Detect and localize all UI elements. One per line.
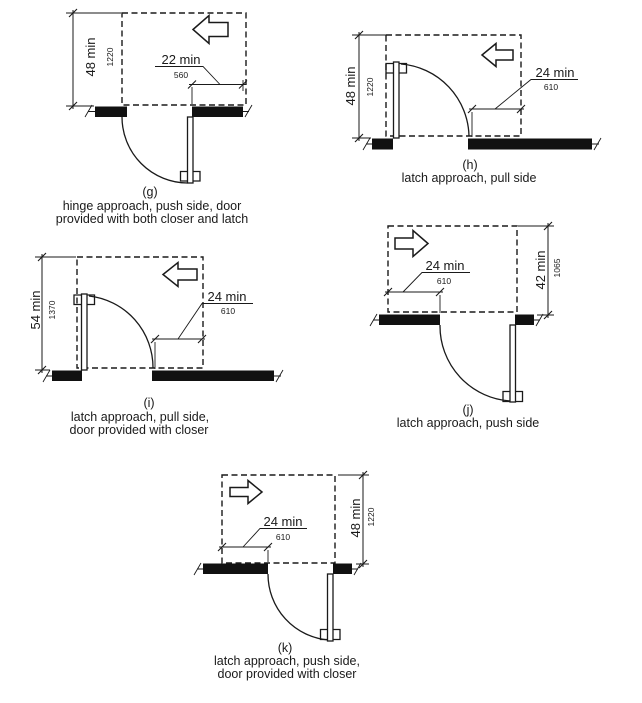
wall-right-i [152, 371, 274, 382]
left-arrow-icon [193, 16, 228, 44]
latch-dim-label-g: 22 min [161, 52, 201, 67]
caption-k-line2: door provided with closer [217, 667, 357, 681]
diagram-g [56, 9, 252, 226]
door-leaf-i [82, 294, 88, 370]
latch-dim-metric-k: 610 [275, 532, 291, 542]
dimension-latch-k [218, 514, 307, 562]
depth-dim-metric-h: 1220 [365, 77, 375, 97]
wall-left-g [95, 107, 127, 118]
depth-dim-label-k: 48 min [348, 498, 363, 538]
depth-dim-label-h: 48 min [343, 66, 358, 106]
depth-dim-metric-i: 1370 [47, 300, 57, 320]
leader-line-i [178, 304, 253, 340]
door-leaf-g [188, 117, 194, 183]
wall-left-j [379, 315, 440, 326]
dimension-depth-h [343, 31, 390, 142]
left-arrow-icon [163, 263, 197, 287]
wall-left-k [203, 564, 268, 575]
left-arrow-icon [482, 44, 513, 67]
door-swing-arc-k [268, 574, 329, 640]
latch-dim-label-h: 24 min [535, 65, 575, 80]
depth-dim-metric-g: 1220 [105, 47, 115, 67]
dimension-latch-i [151, 289, 253, 369]
diagram-label-i: (i) [143, 396, 155, 410]
diagram-label-j: (j) [462, 403, 474, 417]
latch-dim-metric-i: 610 [220, 306, 236, 316]
dimension-latch-g [155, 52, 247, 104]
caption-j-line1: latch approach, push side [396, 416, 540, 430]
depth-dim-label-g: 48 min [83, 37, 98, 77]
caption-g-line1: hinge approach, push side, door [62, 199, 242, 213]
dimension-depth-i [28, 253, 76, 374]
door-swing-arc-i [89, 296, 153, 368]
diagram-label-h: (h) [462, 158, 478, 172]
right-arrow-icon [230, 481, 262, 504]
caption-h-line1: latch approach, pull side [401, 171, 537, 185]
dimension-depth-g [66, 9, 121, 110]
extension-lines-g-latch [192, 80, 243, 104]
dimension-depth-j [518, 222, 562, 319]
diagram-label-k: (k) [277, 641, 293, 655]
latch-dim-metric-h: 610 [543, 82, 559, 92]
wall-left-i [52, 371, 82, 382]
caption-i-line1: latch approach, pull side, [70, 410, 210, 424]
depth-dim-label-i: 54 min [28, 290, 43, 330]
wall-right-j [515, 315, 534, 326]
wall-right-g [192, 107, 243, 118]
depth-dim-label-j: 42 min [533, 250, 548, 290]
door-swing-arc-h [401, 64, 469, 136]
dimension-latch-h [468, 65, 578, 137]
depth-dim-metric-j: 1065 [552, 258, 562, 278]
leader-line-h [495, 80, 578, 110]
dimension-depth-k [338, 471, 376, 568]
caption-k-line1: latch approach, push side, [214, 654, 360, 668]
caption-i-line2: door provided with closer [69, 423, 209, 437]
diagram-i [28, 253, 283, 437]
latch-dim-label-i: 24 min [207, 289, 247, 304]
right-arrow-icon [395, 231, 428, 257]
diagram-j [370, 222, 562, 430]
caption-g-line2: provided with both closer and latch [55, 212, 249, 226]
door-leaf-h [394, 62, 400, 138]
dimension-latch-j [384, 258, 470, 313]
door-leaf-j [510, 325, 516, 402]
door-swing-arc-g [122, 117, 188, 183]
diagram-k [194, 471, 376, 681]
latch-dim-metric-j: 610 [436, 276, 452, 286]
door-swing-arc-j [440, 325, 511, 401]
latch-dim-label-k: 24 min [263, 514, 303, 529]
latch-dim-metric-g: 560 [173, 70, 189, 80]
wall-right-k [333, 564, 352, 575]
latch-dim-label-j: 24 min [425, 258, 465, 273]
depth-dim-metric-k: 1220 [366, 507, 376, 527]
diagram-label-g: (g) [142, 185, 158, 199]
door-leaf-k [328, 574, 334, 641]
diagram-h [343, 31, 601, 185]
wall-left-h [372, 139, 393, 150]
wall-right-h [468, 139, 592, 150]
